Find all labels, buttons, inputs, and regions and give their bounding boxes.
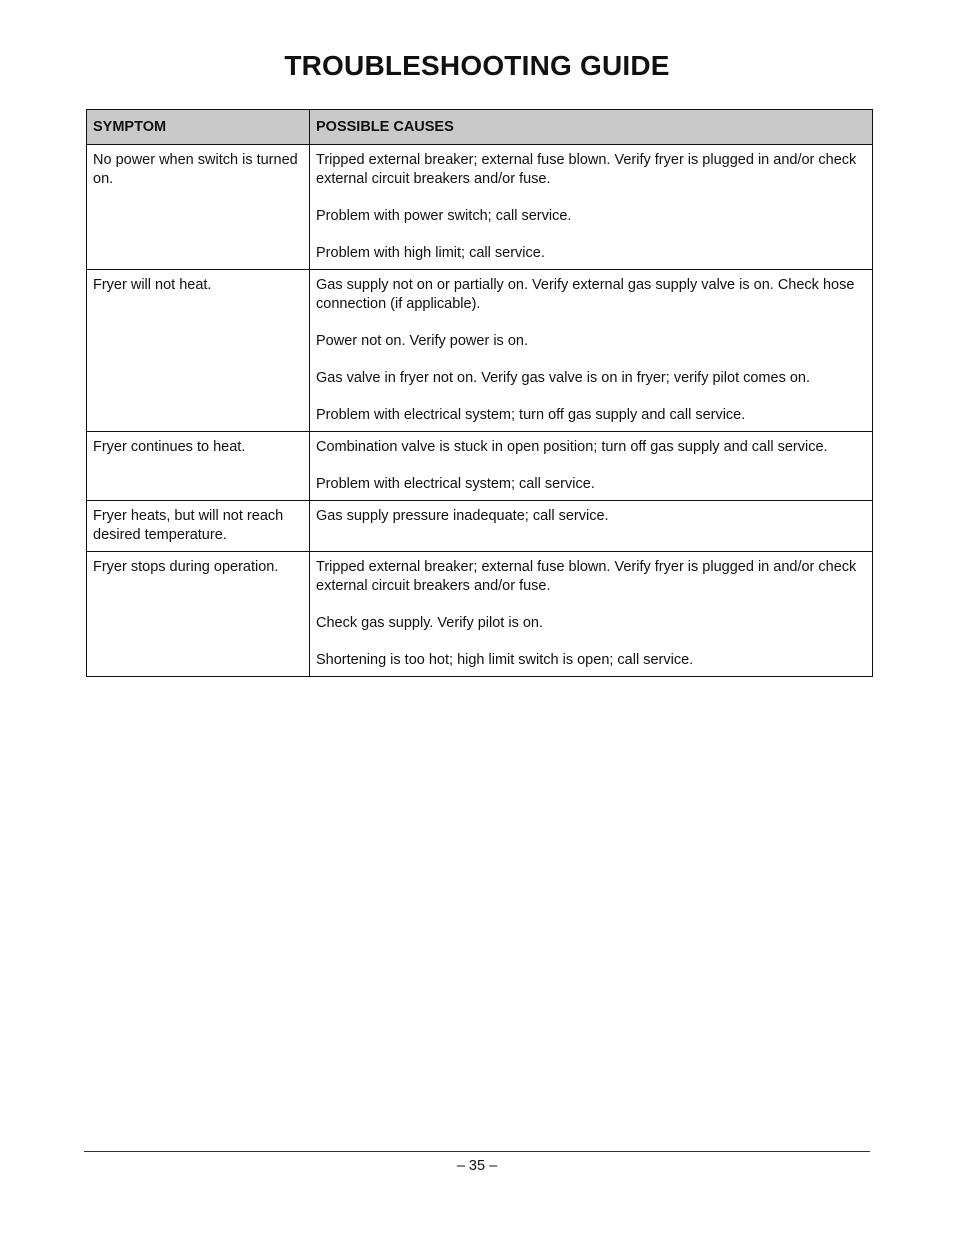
cause-item: Problem with electrical system; call service. — [316, 476, 595, 492]
symptom-cell: No power when switch is turned on. — [87, 145, 310, 270]
page-number: – 35 – — [456, 1158, 498, 1174]
troubleshooting-table — [86, 109, 873, 677]
table-row — [87, 552, 873, 677]
header-possible-causes: POSSIBLE CAUSES — [310, 110, 873, 145]
cause-item: Gas supply pressure inadequate; call service. — [316, 508, 609, 524]
cause-item: Check gas supply. Verify pilot is on. — [316, 615, 544, 631]
cause-item: Problem with electrical system; turn off gas supply and call service. — [316, 407, 746, 423]
symptom-cell: Fryer will not heat. — [87, 270, 310, 432]
table-header-row — [87, 110, 873, 145]
cause-item: Tripped external breaker; external fuse blown. Verify fryer is plugged in and/or check external circuit breakers and/or fuse. — [316, 152, 857, 187]
causes-cell — [310, 145, 873, 270]
cause-item: Combination valve is stuck in open position; turn off gas supply and call service. — [316, 439, 828, 455]
causes-cell — [310, 501, 873, 552]
header-symptom: SYMPTOM — [87, 110, 310, 145]
page-title: TROUBLESHOOTING GUIDE — [284, 50, 670, 81]
cause-item: Problem with power switch; call service. — [316, 208, 572, 224]
symptom-cell: Fryer stops during operation. — [87, 552, 310, 677]
cause-item: Gas valve in fryer not on. Verify gas valve is on in fryer; verify pilot comes on. — [316, 370, 811, 386]
table-row — [87, 270, 873, 432]
cause-item: Tripped external breaker; external fuse blown. Verify fryer is plugged in and/or check external circuit breakers and/or fuse. — [316, 559, 857, 594]
symptom-cell: Fryer continues to heat. — [87, 432, 310, 501]
cause-item: Power not on. Verify power is on. — [316, 333, 528, 349]
causes-cell — [310, 432, 873, 501]
footer-divider — [84, 1151, 870, 1152]
symptom-cell: Fryer heats, but will not reach desired temperature. — [87, 501, 310, 552]
causes-cell — [310, 270, 873, 432]
table-row — [87, 145, 873, 270]
cause-item: Problem with high limit; call service. — [316, 245, 545, 261]
table-row — [87, 501, 873, 552]
table-row — [87, 432, 873, 501]
cause-item: Shortening is too hot; high limit switch is open; call service. — [316, 652, 694, 668]
cause-item: Gas supply not on or partially on. Verify external gas supply valve is on. Check hose connection (if applicable). — [316, 277, 855, 312]
causes-cell — [310, 552, 873, 677]
